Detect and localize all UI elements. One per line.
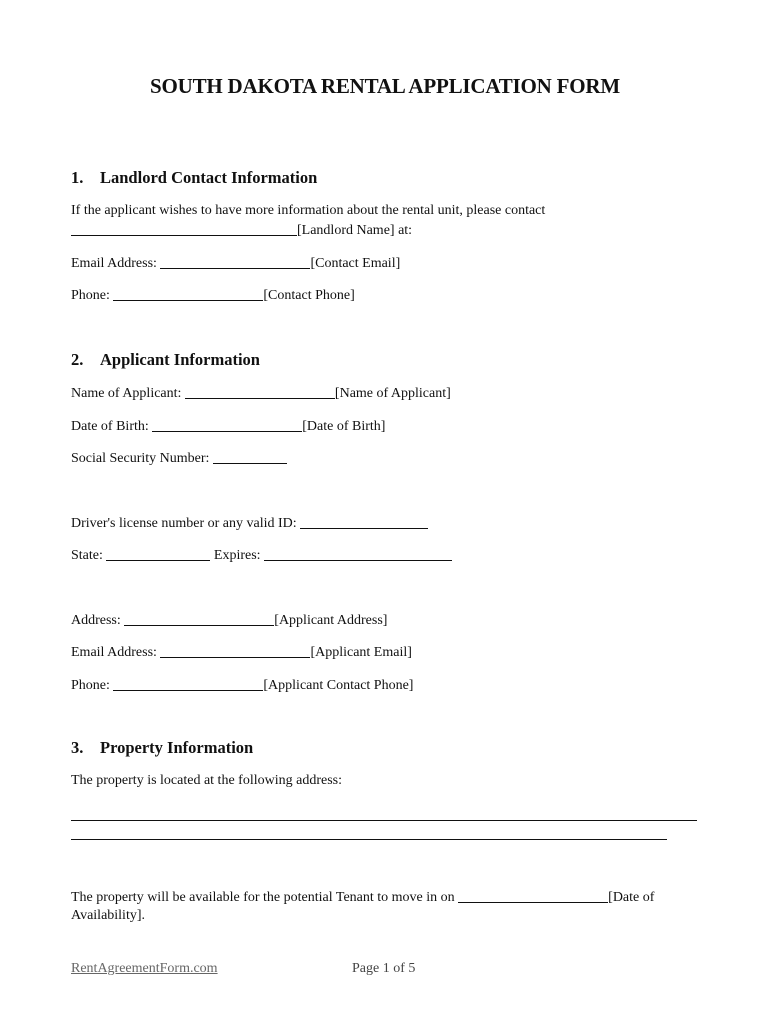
landlord-name-placeholder: [Landlord Name] at: [297,223,413,238]
applicant-phone-placeholder: [Applicant Contact Phone] [263,678,414,693]
applicant-expires-blank[interactable] [264,547,452,561]
landlord-phone-placeholder: [Contact Phone] [263,288,355,303]
applicant-email-placeholder: [Applicant Email] [310,645,412,660]
applicant-state-label: State: [71,548,103,563]
applicant-address-label: Address: [71,613,121,628]
applicant-license-row [71,515,428,532]
landlord-intro-text: If the applicant wishes to have more information about the rental unit, please contact [71,203,546,218]
section-number: 3. [71,738,84,757]
landlord-email-label: Email Address: [71,256,157,271]
property-address-intro: The property is located at the following address: [71,773,342,788]
applicant-dob-label: Date of Birth: [71,419,149,434]
footer-link[interactable]: RentAgreementForm.com [71,961,218,976]
applicant-phone-label: Phone: [71,678,110,693]
section-heading-property [71,738,253,758]
property-availability-text: The property will be available for the potential Tenant to move in on [71,890,455,905]
property-address-line-2[interactable] [71,839,667,840]
applicant-email-row [71,644,412,661]
property-availability-blank[interactable] [458,889,608,903]
landlord-phone-row [71,287,355,304]
landlord-email-placeholder: [Contact Email] [310,256,401,271]
section-title: Property Information [100,738,254,757]
applicant-name-row [71,385,451,402]
applicant-ssn-blank[interactable] [213,450,287,464]
applicant-address-placeholder: [Applicant Address] [274,613,388,628]
applicant-dob-row [71,418,385,435]
applicant-phone-row [71,677,413,694]
applicant-email-label: Email Address: [71,645,157,660]
property-availability-cont: Availability]. [71,908,145,923]
applicant-license-blank[interactable] [300,515,428,529]
applicant-address-row [71,612,387,629]
landlord-email-row [71,255,400,272]
applicant-ssn-row [71,450,287,467]
property-availability-placeholder: [Date of [608,890,655,905]
applicant-address-blank[interactable] [124,612,274,626]
section-heading-applicant [71,350,260,370]
landlord-email-blank[interactable] [160,255,310,269]
page-number: Page 1 of 5 [352,961,416,976]
applicant-license-label: Driver's license number or any valid ID: [71,516,297,531]
section-number: 2. [71,350,84,369]
landlord-phone-blank[interactable] [113,287,263,301]
applicant-state-blank[interactable] [106,547,210,561]
page-title: SOUTH DAKOTA RENTAL APPLICATION FORM [149,74,621,98]
landlord-phone-label: Phone: [71,288,110,303]
landlord-name-row [71,222,412,239]
applicant-name-blank[interactable] [185,385,335,399]
applicant-ssn-label: Social Security Number: [71,451,210,466]
applicant-dob-blank[interactable] [152,418,302,432]
applicant-name-label: Name of Applicant: [71,386,182,401]
property-address-line-1[interactable] [71,820,697,821]
applicant-dob-placeholder: [Date of Birth] [302,419,386,434]
section-title: Applicant Information [100,350,260,369]
applicant-expires-label: Expires: [213,548,261,563]
section-number: 1. [71,168,84,187]
applicant-name-placeholder: [Name of Applicant] [334,386,451,401]
applicant-phone-blank[interactable] [113,677,263,691]
landlord-name-blank[interactable] [71,222,297,236]
section-title: Landlord Contact Information [100,168,318,187]
section-heading-landlord [71,168,317,188]
property-availability-row [71,889,654,906]
applicant-email-blank[interactable] [160,644,310,658]
applicant-state-row [71,547,452,564]
